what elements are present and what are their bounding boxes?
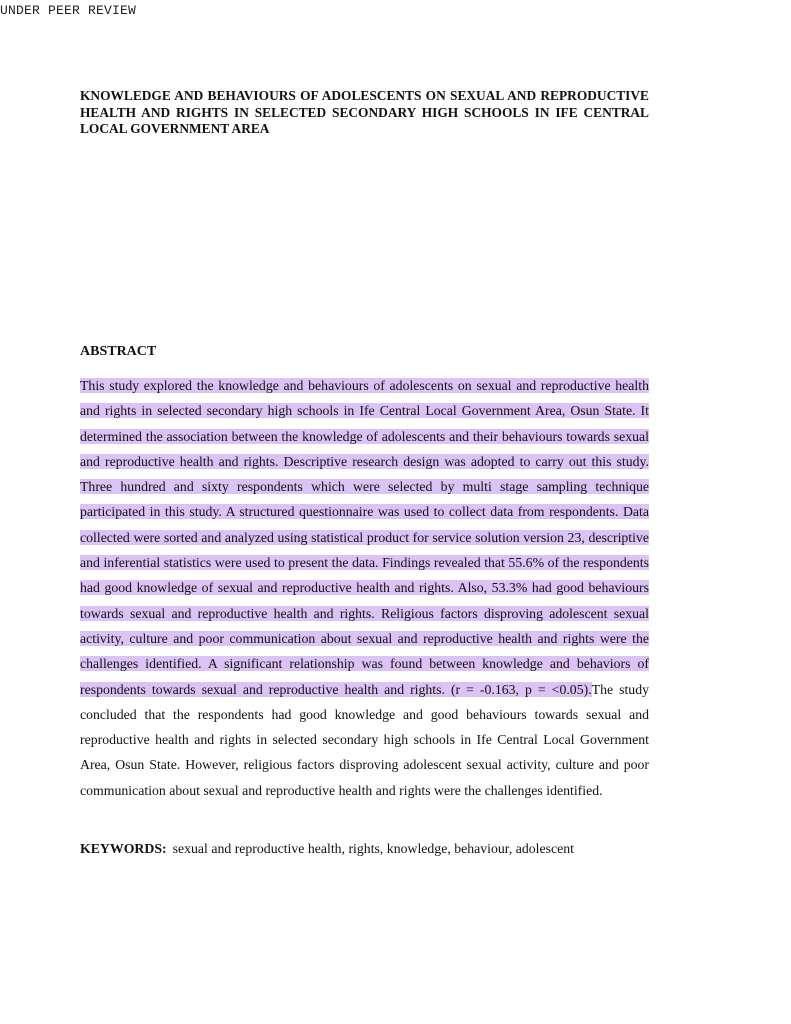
abstract-plain-text: The study concluded that the respondents had good knowledge and good behaviours towards sexual and reproductive health and rights in selected secondary high schools in Ife Central Local Government Area, Osun State. However, religious factors disproving adolescent sexual activity, culture and poor communication about sexual and reproductive health and rights were the challenges identified.	[80, 681, 650, 798]
keywords-label: KEYWORDS:	[80, 841, 167, 856]
abstract-body	[80, 373, 649, 803]
abstract-highlighted-text: This study explored the knowledge and behaviours of adolescents on sexual and reproductive health and rights in selected secondary high schools in Ife Central Local Government Area, Osun State. It determined the association between the knowledge of adolescents and their behaviours towards sexual and reproductive health and rights. Descriptive research design was adopted to carry out this study. Three hundred and sixty respondents which were selected by multi stage sampling technique participated in this study. A structured questionnaire was used to collect data from respondents. Data collected were sorted and analyzed using statistical product for service solution version 23, descriptive and inferential statistics were used to present the data. Findings revealed that 55.6% of the respondents had good knowledge of sexual and reproductive health and rights. Also, 53.3% had good behaviours towards sexual and reproductive health and rights. Religious factors disproving adolescent sexual activity, culture and poor communication about sexual and reproductive health and rights were the challenges identified. A significant relationship was found between knowledge and behaviors of respondents towards sexual and reproductive health and rights. (r = -0.163, p = <0.05).	[80, 378, 649, 697]
watermark-under-peer-review: UNDER PEER REVIEW	[0, 3, 137, 18]
keywords-text: sexual and reproductive health, rights, knowledge, behaviour, adolescent	[172, 841, 574, 856]
abstract-heading: ABSTRACT	[80, 344, 157, 359]
keywords-line	[80, 841, 574, 857]
paper-title: KNOWLEDGE AND BEHAVIOURS OF ADOLESCENTS ON SEXUAL AND REPRODUCTIVE HEALTH AND RIGHTS IN SELECTED SECONDARY HIGH SCHOOLS IN IFE CENTRAL LOCAL GOVERNMENT AREA	[80, 88, 649, 136]
